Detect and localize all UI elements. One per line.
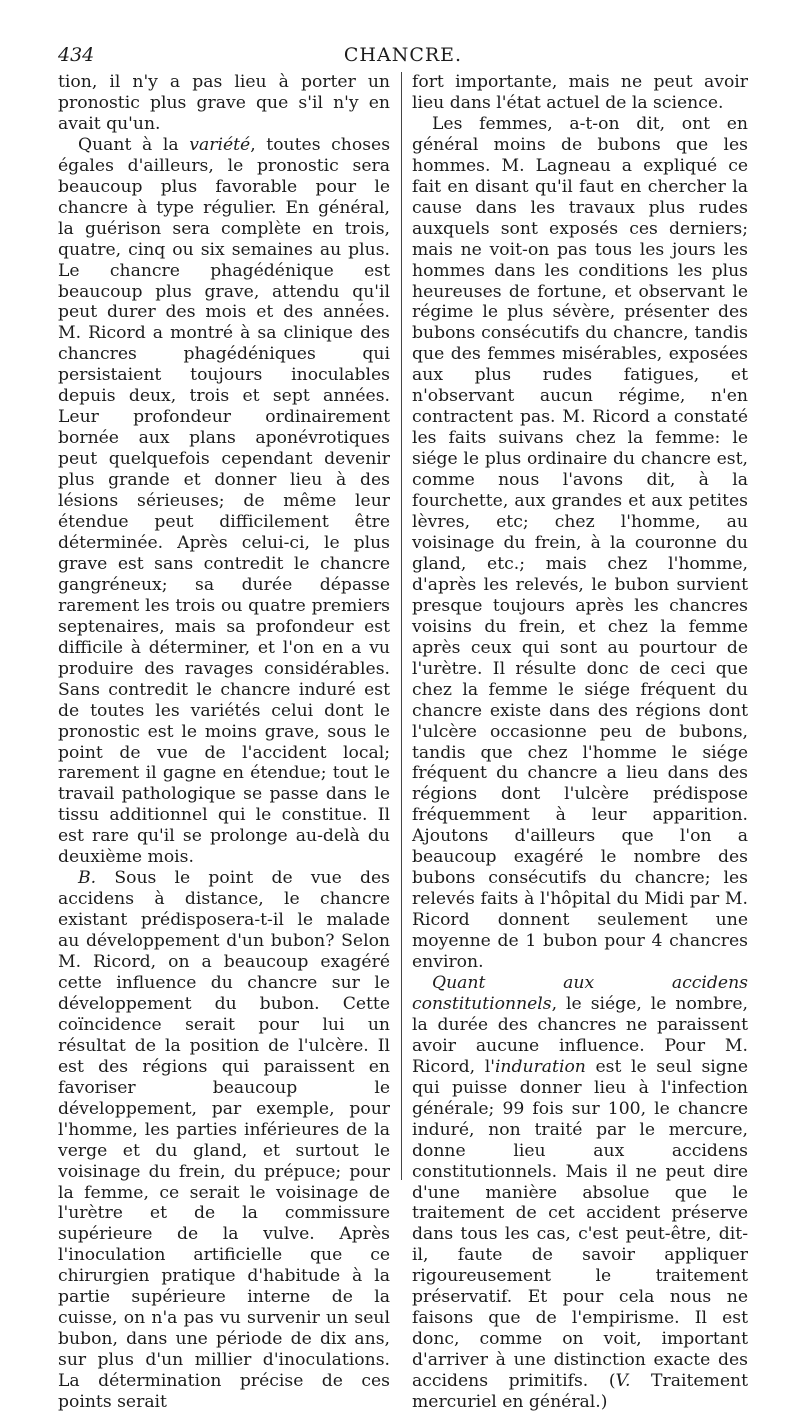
left-p2-lead: Quant à la: [78, 134, 190, 155]
left-paragraph-2: [58, 135, 390, 868]
right-p3-text-1: , le siége, le nombre, la durée des chancres ne paraissent avoir aucune influence. Pour M. Ricord, l': [412, 993, 748, 1077]
right-p3-text-3: Traitement mercuriel en général.): [412, 1371, 748, 1413]
right-p3-text-2: est le seul signe qui puisse donner lieu à l'infection générale; 99 fois sur 100, le chancre induré, non traité par le mercure, donne lieu aux accidens constitutionnels. Mais il ne peut dire d'une manière absolue que le traitement de cet accident préserve dans tous les cas, c'est peut-être, dit-il, faute de savoir appliquer rigoureusement le traitement préservatif. Et pour cela nous ne faisons que de l'empirisme. Il est donc, comme on voit, important d'arriver à une distinction exacte des accidens primitifs. (: [412, 1056, 749, 1392]
left-p2-emphasis: variété: [189, 134, 251, 155]
right-paragraph-2: Les femmes, a-t-on dit, ont en général moins de bubons que les hommes. M. Lagneau a expliqué ce fait en disant qu'il faut en chercher la cause dans les travaux plus rudes auxquels sont exposés ces derniers; mais ne voit-on pas tous les jours les hommes dans les conditions les plus heureuses de fortune, et observant le régime le plus sévère, présenter des bubons consécutifs du chancre, tandis que des femmes misérables, exposées aux plus rudes fatigues, et n'observant aucun régime, n'en contractent pas. M. Ricord a constaté les faits suivans chez la femme: le siége le plus ordinaire du chancre est, comme nous l'avons dit, à la fourchette, aux grandes et aux petites lèvres, etc; chez l'homme, au voisinage du frein, à la couronne du gland, etc.; mais chez l'homme, d'après les relevés, le bubon survient presque toujours après les chancres voisins du frein, et chez la femme après ceux qui sont au pourtour de l'urètre. Il résulte donc de ceci que chez la femme le siége fréquent du chancre existe dans des régions dont l'ulcère occasionne peu de bubons, tandis que chez l'homme le siége fréquent du chancre a lieu dans des régions dont l'ulcère prédispose fréquemment à leur apparition. Ajoutons d'ailleurs que l'on a beaucoup exagéré le nombre des bubons consécutifs du chancre; les relevés faits à l'hôpital du Midi par M. Ricord donnent seulement une moyenne de 1 bubon pour 4 chancres environ.: [412, 113, 748, 973]
left-column: [58, 72, 390, 1413]
running-title: CHANCRE.: [343, 44, 463, 66]
right-paragraph-3: [412, 973, 748, 1413]
right-p3-emphasis-1: Quant aux accidens constitutionnels: [412, 972, 748, 1014]
right-p3-emphasis-2: induration: [494, 1056, 586, 1077]
page-number: 434: [58, 44, 95, 66]
page-header: [58, 44, 748, 72]
left-paragraph-3: [58, 868, 390, 1413]
left-p2-body: , toutes choses égales d'ailleurs, le pronostic sera beaucoup plus favorable pour le chancre à type régulier. En général, la guérison sera complète en trois, quatre, cinq ou six semaines au plus. Le chancre phagédénique est beaucoup plus grave, attendu qu'il peut durer des mois et des années. M. Ricord a montré à sa clinique des chancres phagédéniques qui persistaient toujours inoculables depuis deux, trois et sept années. Leur profondeur ordinairement bornée aux plans aponévrotiques peut quelquefois cependant devenir plus grande et donner lieu à des lésions sérieuses; de même leur étendue peut difficilement être déterminée. Après celui-ci, le plus grave est sans contredit le chancre gangréneux; sa durée dépasse rarement les trois ou quatre premiers septenaires, mais sa profondeur est difficile à déterminer, et l'on en a vu produire des ravages considérables. Sans contredit le chancre induré est de toutes les variétés celui dont le pronostic est le moins grave, sous le point de vue de l'accident local; rarement il gagne en étendue; tout le travail pathologique se passe dans le tissu additionnel qui le constitue. Il est rare qu'il se prolonge au-delà du deuxième mois.: [58, 134, 391, 868]
right-column: [412, 72, 748, 1413]
left-p3-body: Sous le point de vue des accidens à distance, le chancre existant prédisposera-t-il le malade au développement d'un bubon? Selon M. Ricord, on a beaucoup exagéré cette influence du chancre sur le développement du bubon. Cette coïncidence serait pour lui un résultat de la position de l'ulcère. Il est des régions qui paraissent en favoriser beaucoup le développement, par exemple, pour l'homme, les parties inférieures de la verge et du gland, et surtout le voisinage du frein, du prépuce; pour la femme, ce serait le voisinage de l'urètre et de la commissure supérieure de la vulve. Après l'inoculation artificielle que ce chirurgien pratique d'habitude à la partie supérieure interne de la cuisse, on n'a pas vu survenir un seul bubon, dans une période de dix ans, sur plus d'un millier d'inoculations. La détermination précise de ces points serait: [58, 868, 390, 1413]
column-divider: [401, 72, 402, 1180]
right-paragraph-1: fort importante, mais ne peut avoir lieu dans l'état actuel de la science.: [412, 72, 748, 113]
right-p3-emphasis-3: V.: [615, 1371, 631, 1392]
left-p3-emphasis: B.: [78, 868, 97, 889]
left-paragraph-1: tion, il n'y a pas lieu à porter un pronostic plus grave que s'il n'y en avait qu'un.: [58, 72, 390, 134]
